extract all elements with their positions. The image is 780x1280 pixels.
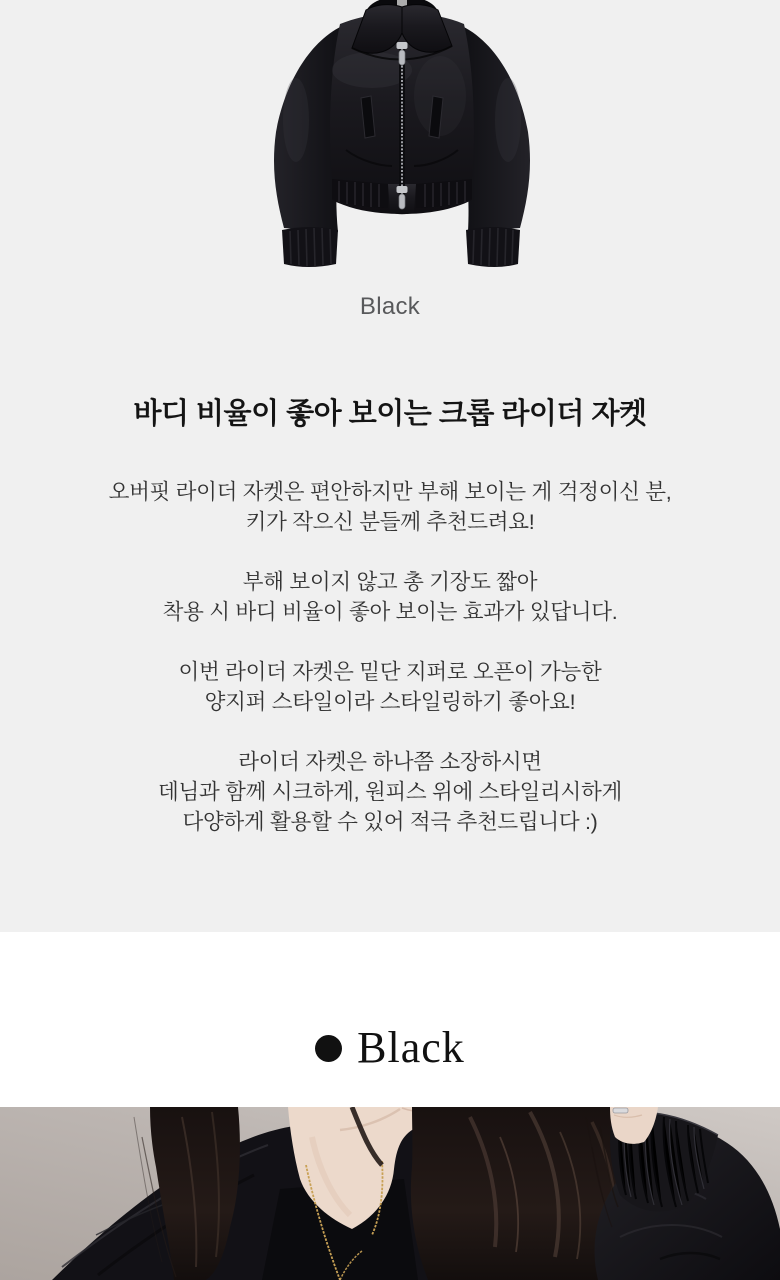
jacket-cuffs xyxy=(282,227,520,267)
color-dot-icon xyxy=(315,1035,342,1062)
product-description xyxy=(0,477,780,837)
model-photo-section xyxy=(0,1107,780,1280)
product-heading: 바디 비율이 좋아 보이는 크롭 라이더 자켓 xyxy=(133,398,647,430)
jacket-illustration xyxy=(242,0,562,275)
ring xyxy=(613,1108,628,1113)
product-image xyxy=(242,0,562,275)
description-paragraph xyxy=(0,477,780,537)
description-paragraph xyxy=(0,657,780,717)
description-line: 키가 작으신 분들께 추천드려요! xyxy=(245,510,535,534)
description-line: 부해 보이지 않고 총 기장도 짧아 xyxy=(242,570,538,594)
product-image-caption: Black xyxy=(359,293,421,320)
description-line: 라이더 자켓은 하나쯤 소장하시면 xyxy=(238,750,542,774)
description-line: 이번 라이더 자켓은 밑단 지퍼로 오픈이 가능한 xyxy=(178,660,602,684)
description-line: 오버핏 라이더 자켓은 편안하지만 부해 보이는 게 걱정이신 분, xyxy=(108,480,672,504)
description-line: 양지퍼 스타일이라 스타일링하기 좋아요! xyxy=(204,690,576,714)
description-line: 착용 시 바디 비율이 좋아 보이는 효과가 있답니다. xyxy=(162,600,618,624)
model-photo-illustration xyxy=(0,1107,780,1280)
color-option-label xyxy=(315,1025,465,1071)
color-option-section xyxy=(0,932,780,1107)
description-line: 다양하게 활용할 수 있어 적극 추천드립니다 :) xyxy=(182,810,598,834)
description-paragraph xyxy=(0,747,780,837)
description-line: 데님과 함께 시크하게, 원피스 위에 스타일리시하게 xyxy=(158,780,622,804)
color-name: Black xyxy=(357,1023,465,1072)
description-paragraph xyxy=(0,567,780,627)
